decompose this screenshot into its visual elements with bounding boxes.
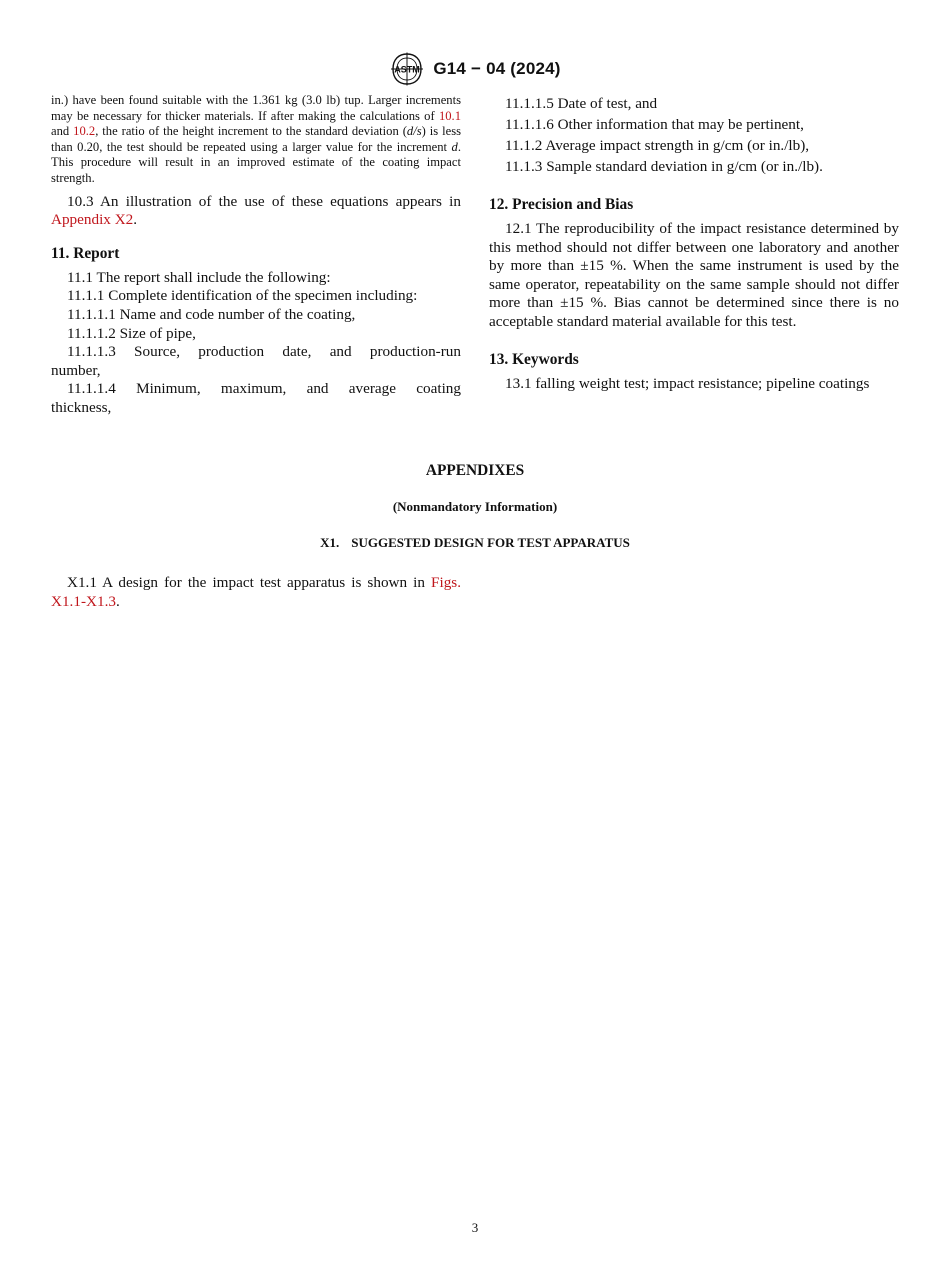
link-figs-x1[interactable]: Figs. X1.1-X1.3 (51, 574, 461, 610)
paragraph-11-1-1: 11.1.1 Complete identification of the specimen including: (67, 287, 418, 305)
link-10-1[interactable]: 10.1 (438, 108, 461, 123)
logo-text: ASTM (394, 64, 421, 75)
appendix-x1-title: SUGGESTED DESIGN FOR TEST APPARATUS (351, 535, 630, 550)
paragraph-11-1-1-4-line1: 11.1.1.4 Minimum, maximum, and average coating (67, 380, 461, 398)
appendix-x1-number: X1. (320, 535, 340, 550)
paragraph-x1-1: X1.1 A design for the impact test apparatus is shown in Figs. X1.1-X1.3. (51, 574, 461, 610)
paragraph-12-1: 12.1 The reproducibility of the impact resistance determined by this method should not differ between one laboratory and another by more than ±15 %. When the same instrument is used by the same operator, repeatability on the same sample should not differ more than ±15 %. Bias cannot be determined since there is no acceptable standard material available for this test. (489, 220, 899, 330)
paragraph-11-1-1-4-line2: thickness, (51, 398, 112, 416)
right-column (489, 93, 899, 393)
section-heading-keywords: 13. Keywords (489, 350, 579, 368)
paragraph-10-3: 10.3 An illustration of the use of these equations appears in Appendix X2. (51, 192, 461, 229)
paragraph-11-1-1-1: 11.1.1.1 Name and code number of the coating, (67, 305, 356, 323)
appendix-x1-heading (0, 535, 950, 551)
paragraph-11-1-1-5: 11.1.1.5 Date of test, and (505, 95, 658, 112)
link-appendix-x2[interactable]: Appendix X2 (51, 211, 134, 229)
section-heading-report: 11. Report (51, 244, 120, 262)
paragraph-11-1-1-3-line1: 11.1.1.3 Source, production date, and production-run (67, 343, 461, 361)
appendix-x1-1-block (51, 574, 461, 611)
link-10-2[interactable]: 10.2 (73, 124, 96, 139)
paragraph-11-1: 11.1 The report shall include the following: (67, 268, 331, 286)
page-header (0, 52, 950, 86)
section-heading-precision-bias: 12. Precision and Bias (489, 196, 634, 213)
paragraph-11-1-2: 11.1.2 Average impact strength in g/cm (or in./lb), (505, 137, 810, 154)
appendix-title: APPENDIXES (425, 462, 525, 479)
paragraph-10-2-continued: in.) have been found suitable with the 1.361 kg (3.0 lb) tup. Larger increments may be necessary for thicker materials. If after making the calculations of 10.1 and 10.2, the ratio of the height increment to the standard deviation (d/s) is less than 0.20, the test should be repeated using a larger value for the increment d. This procedure will result in an improved estimate of the coating impact strength. (51, 93, 461, 185)
page-number: 3 (471, 1220, 479, 1235)
left-column (51, 93, 461, 418)
paragraph-11-1-1-3-line2: number, (51, 361, 101, 379)
paragraph-11-1-3: 11.1.3 Sample standard deviation in g/cm (or in./lb). (505, 158, 823, 175)
paragraph-11-1-1-2: 11.1.1.2 Size of pipe, (67, 324, 196, 342)
appendix-note: (Nonmandatory Information) (392, 499, 558, 514)
paragraph-13-1: 13.1 falling weight test; impact resistance; pipeline coatings (505, 374, 870, 392)
paragraph-11-1-1-6: 11.1.1.6 Other information that may be pertinent, (505, 116, 804, 133)
astm-logo-icon (389, 52, 425, 86)
standard-designation: G14 − 04 (2024) (433, 59, 561, 78)
